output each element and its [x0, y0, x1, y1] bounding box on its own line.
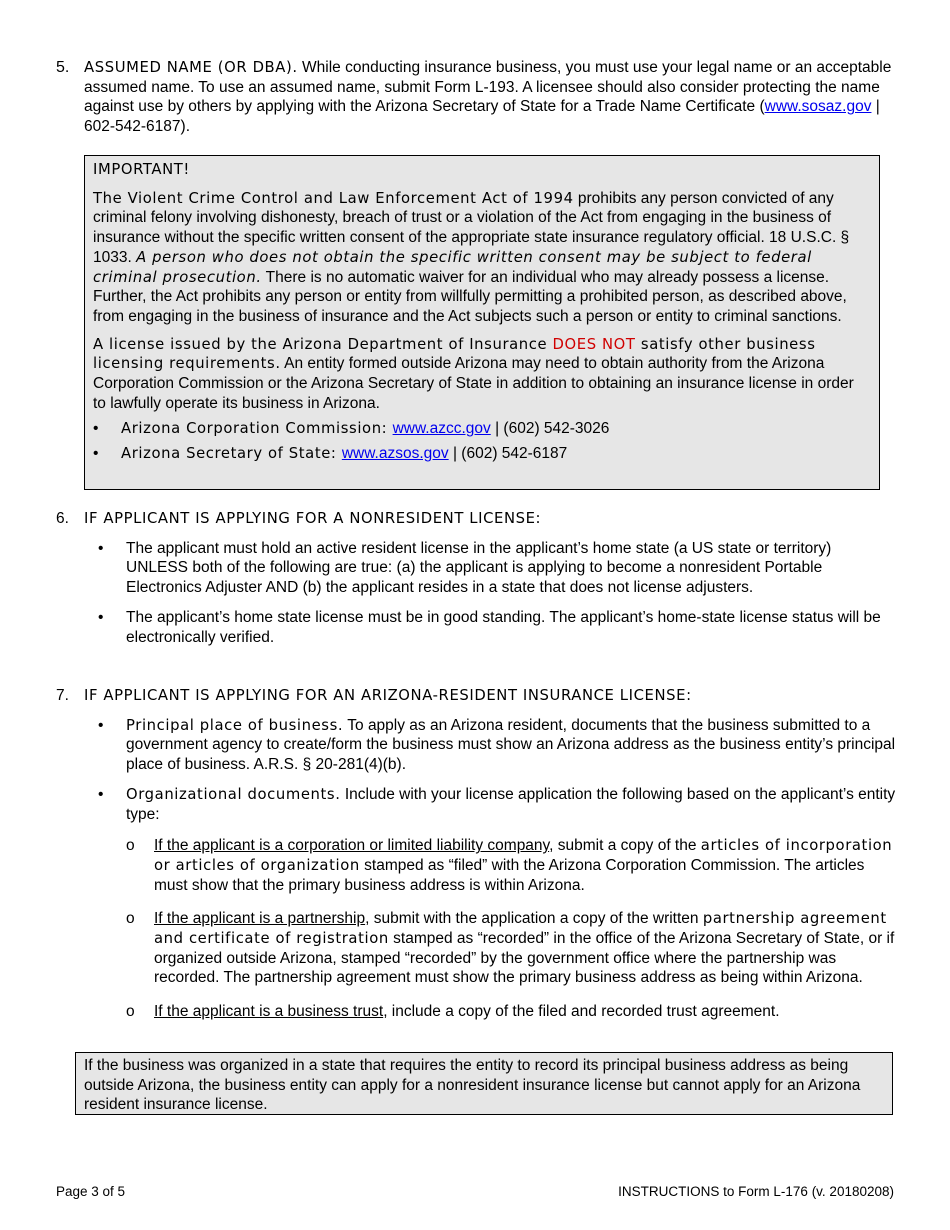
azcc-label: Arizona Corporation Commission:	[121, 420, 393, 438]
sub2-lead: partnership agreement and certificate of registration	[154, 910, 887, 948]
section-5-heading: ASSUMED NAME (OR DBA).	[84, 59, 298, 76]
important-title: IMPORTANT!	[93, 161, 190, 178]
section-7	[56, 686, 896, 1022]
contact-item-azsos	[93, 444, 870, 464]
azsos-link[interactable]: www.azsos.gov	[341, 445, 449, 463]
act-name: The Violent Crime Control and Law Enforcement Act of 1994	[93, 189, 574, 207]
bullet-icon: •	[98, 716, 104, 734]
circle-bullet-icon: o	[126, 910, 135, 928]
sub1-underline: If the applicant is a corporation or limited liability company	[154, 837, 550, 855]
section-7-body	[84, 686, 896, 1022]
sub3-underline: If the applicant is a business trust	[154, 1003, 384, 1021]
nonresident-note-text: If the business was organized in a state that requires the entity to record its principal business address as being outside Arizona, the business entity can apply for a nonresident insurance license but cannot apply for an Arizona resident insurance license.	[84, 1057, 861, 1114]
p2-lead: A license issued by the Arizona Department of Insurance	[93, 335, 553, 353]
important-box	[84, 155, 880, 490]
section-6	[56, 509, 896, 647]
section-5-body	[84, 58, 896, 137]
azsos-phone: | (602) 542-6187	[448, 445, 568, 463]
sub1-lead: articles of incorporation or articles of organization	[154, 837, 893, 874]
important-paragraph-2	[93, 335, 870, 414]
section-5-text-a: While conducting insurance business, you must use your legal name or an acceptable assumed name. To use an assumed name, submit Form L-193. A licensee should also consider protecting the name against use by others by applying with the Arizona Secretary of State for a Trade Name Certificate (	[84, 59, 892, 116]
list-item	[98, 539, 896, 598]
important-paragraph-1	[93, 189, 870, 327]
azcc-phone: | (602) 542-3026	[490, 420, 610, 438]
section-6-heading: IF APPLICANT IS APPLYING FOR A NONRESIDENT LICENSE:	[84, 510, 542, 527]
b1-text: To apply as an Arizona resident, documents that the business submitted to a government agency to create/form the business must show an Arizona address as the business entity’s principal place of business. A.R.S. § 20-281(4)(b).	[126, 716, 896, 774]
sub2-text-b: stamped as “recorded” in the office of the Arizona Secretary of State, or if organized outside Arizona, stamped “recorded” by the government office where the partnership was recorded. The partnership agreement must show the primary business address as being within Arizona.	[154, 930, 895, 987]
nonresident-note-box	[75, 1052, 893, 1115]
azcc-link[interactable]: www.azcc.gov	[392, 420, 491, 438]
contact-item-azcc	[93, 419, 870, 439]
does-not-emphasis: DOES NOT	[552, 335, 636, 353]
section-6-body	[84, 509, 896, 647]
sub-item-business-trust	[126, 1002, 896, 1022]
b1-lead: Principal place of business.	[126, 716, 344, 734]
footer-page-number: Page 3 of 5	[56, 1184, 126, 1199]
bullet-icon: •	[98, 785, 104, 803]
section-5	[56, 58, 896, 137]
list-item	[98, 785, 896, 824]
section-6-bullet-text: The applicant must hold an active resident license in the applicant’s home state (a US state or territory) UNLESS both of the following are true: (a) the applicant is applying to become a nonresident Portable Electronics Adjuster AND (b) the applicant resides in a state that does not license adjusters.	[126, 539, 832, 597]
b2-lead: Organizational documents.	[126, 785, 341, 803]
bullet-icon: •	[98, 608, 104, 626]
p2-rest: An entity formed outside Arizona may need to obtain authority from the Arizona Corporation Commission or the Arizona Secretary of State in addition to obtaining an insurance license in order to lawfully operate its business in Arizona.	[93, 355, 854, 412]
p1-text-b: There is no automatic waiver for an individual who may already possess a license. Further, the Act prohibits any person or entity from willfully permitting a prohibited person, as described above, from engaging in the business of insurance and the Act subjects such a person or entity to criminal sanctions.	[93, 268, 847, 325]
sub-item-partnership	[126, 909, 896, 988]
sub3-text-a: , include a copy of the filed and recorded trust agreement.	[383, 1003, 780, 1021]
azsos-label: Arizona Secretary of State:	[121, 445, 342, 463]
p1-italic: A person who does not obtain the specific written consent may be subject to federal criminal prosecution.	[93, 248, 812, 286]
list-item	[98, 608, 896, 647]
sub2-text-a: , submit with the application a copy of the written	[365, 910, 703, 928]
list-item	[98, 716, 896, 775]
section-6-bullet-text: The applicant’s home state license must be in good standing. The applicant’s home-state license status will be electronically verified.	[126, 608, 881, 646]
section-7-number: 7.	[56, 687, 69, 704]
section-7-heading: IF APPLICANT IS APPLYING FOR AN ARIZONA-RESIDENT INSURANCE LICENSE:	[84, 687, 692, 704]
bullet-icon: •	[93, 445, 99, 463]
sub1-text-b: stamped as “filed” with the Arizona Corporation Commission. The articles must show that the primary business address is within Arizona.	[154, 856, 865, 894]
bullet-icon: •	[98, 539, 104, 557]
bullet-icon: •	[93, 420, 99, 438]
footer-form-id: INSTRUCTIONS to Form L-176 (v. 20180208)	[618, 1184, 894, 1199]
circle-bullet-icon: o	[126, 837, 135, 855]
circle-bullet-icon: o	[126, 1003, 135, 1021]
p2-lead2: satisfy other business licensing requirements.	[93, 335, 816, 373]
section-6-number: 6.	[56, 510, 69, 527]
b2-text: Include with your license application the following based on the applicant’s entity type:	[126, 785, 896, 823]
p1-text-a: prohibits any person convicted of any criminal felony involving dishonesty, breach of trust or a violation of the Act from engaging in the business of insurance without the specific written consent of the appropriate state insurance regulatory official. 18 U.S.C. § 1033.	[93, 189, 850, 266]
sub1-text-a: , submit a copy of the	[549, 837, 701, 855]
sosaz-link[interactable]: www.sosaz.gov	[764, 98, 872, 116]
section-5-number: 5.	[56, 59, 70, 76]
section-5-text-b: | 602-542-6187).	[84, 98, 880, 136]
sub2-underline: If the applicant is a partnership	[154, 910, 366, 928]
sub-item-corporation	[126, 836, 896, 895]
